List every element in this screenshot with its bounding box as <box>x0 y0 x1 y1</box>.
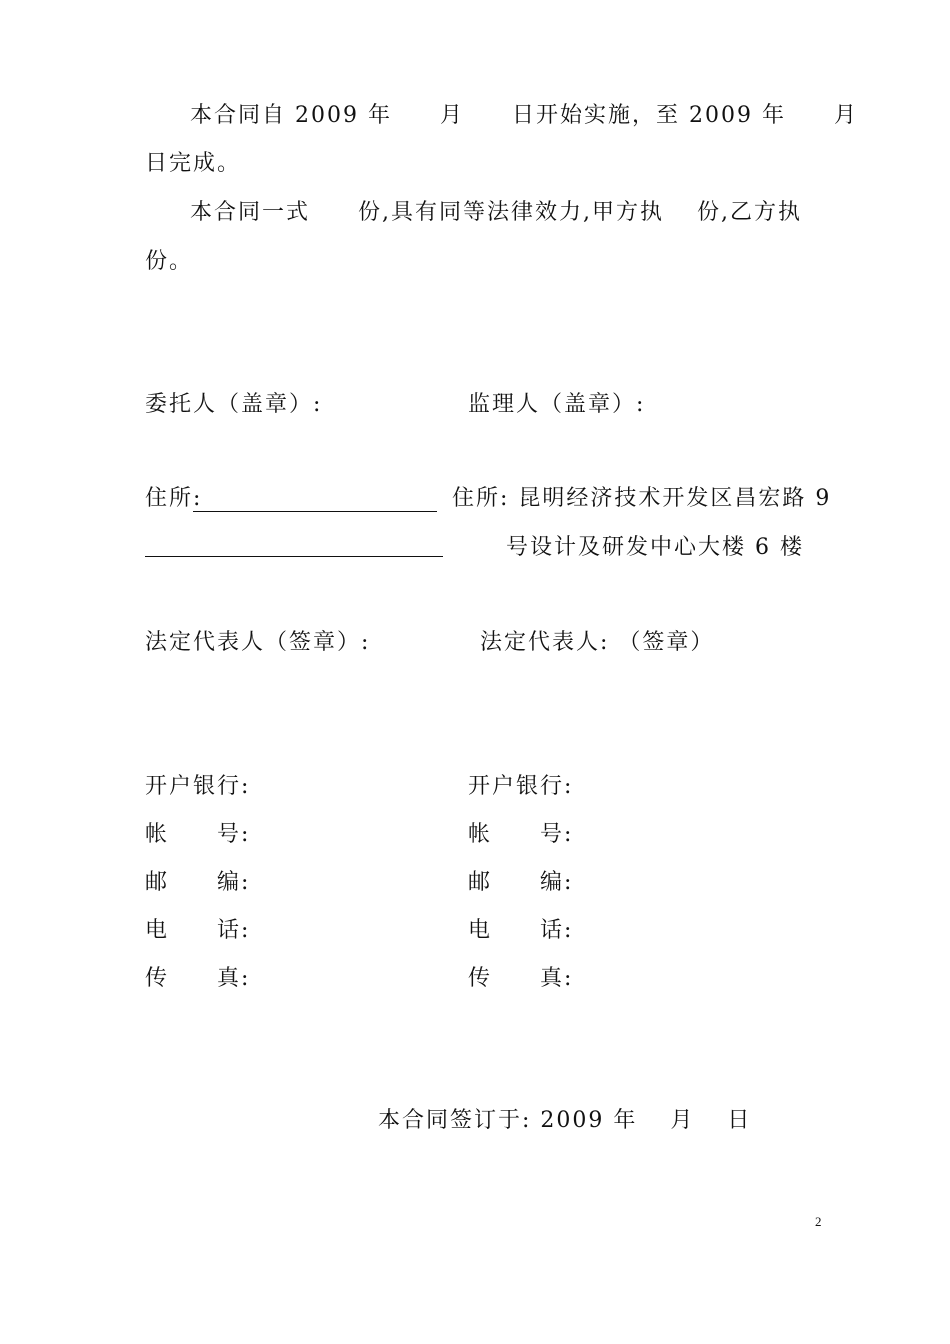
page-number: 2 <box>815 1214 822 1229</box>
supervisor-fax-label: 传 真: <box>468 966 574 991</box>
client-phone-label: 电 话: <box>145 918 251 943</box>
para2-line2: 份。 <box>145 249 194 274</box>
supervisor-rep-label: 法定代表人: （签章） <box>480 630 715 655</box>
client-seal-label: 委托人（盖章）: <box>145 392 323 417</box>
client-fax-label: 传 真: <box>145 966 251 991</box>
client-postcode-label: 邮 编: <box>145 870 251 895</box>
supervisor-seal-label: 监理人（盖章）: <box>468 392 646 417</box>
para1-line2: 日完成。 <box>145 151 242 176</box>
supervisor-phone-label: 电 话: <box>468 918 574 943</box>
supervisor-postcode-label: 邮 编: <box>468 870 574 895</box>
supervisor-bank-label: 开户银行: <box>468 774 574 799</box>
signing-date: 本合同签订于: 2009 年 月 日 <box>378 1108 752 1133</box>
supervisor-address-line2: 号设计及研发中心大楼 6 楼 <box>506 535 804 560</box>
client-address-underline <box>193 511 437 512</box>
client-account-label: 帐 号: <box>145 822 251 847</box>
client-address-label: 住所: <box>145 486 203 511</box>
client-bank-label: 开户银行: <box>145 774 251 799</box>
supervisor-account-label: 帐 号: <box>468 822 574 847</box>
client-address-underline-2 <box>145 556 443 557</box>
client-rep-label: 法定代表人（签章）: <box>145 630 371 655</box>
para1-line1: 本合同自 2009 年 月 日开始实施，至 2009 年 月 <box>190 103 858 128</box>
supervisor-address-line1: 住所: 昆明经济技术开发区昌宏路 9 <box>452 486 832 511</box>
para2-line1: 本合同一式 份,具有同等法律效力,甲方执 份,乙方执 <box>190 200 802 225</box>
